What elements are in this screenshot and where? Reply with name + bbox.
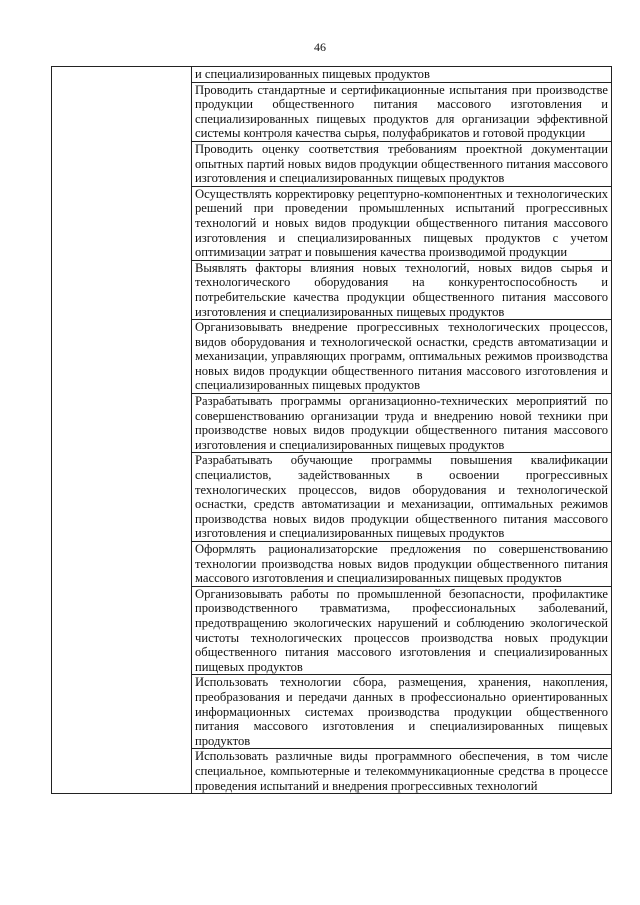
- cell-text: Осуществлять корректировку рецептурно-компонентных и технологических решений при проведении промышленных испытаний прогрессивных технологий и новых видов продукции общественного питания массового изготовления и специализированных пищевых продуктов с учетом оптимизации затрат и повышения качества производимой продукции: [195, 186, 608, 260]
- table-row: [52, 67, 612, 83]
- requirements-table: [51, 66, 612, 794]
- table-cell: [192, 186, 612, 260]
- cell-text: Проводить стандартные и сертификационные испытания при производстве продукции общественного питания массового изготовления и специализированных пищевых продуктов для организации эффективной системы контроля качества сырья, полуфабрикатов и готовой продукции: [195, 82, 608, 141]
- cell-text: Использовать технологии сбора, размещения, хранения, накопления, преобразования и передачи данных в профессионально ориентированных информационных системах производства продукции общественного питания массового изготовления и специализированных пищевых продуктов: [195, 675, 608, 748]
- table-cell: [192, 141, 612, 186]
- cell-text: Разрабатывать обучающие программы повышения квалификации специалистов, задействованных в освоении прогрессивных технологических процессов, видов оборудования и технологической оснастки, средств автоматизации и механизации, оптимальных режимов производства новых видов продукции общественного питания массового изготовления и специализированных пищевых продуктов: [195, 453, 608, 541]
- cell-text: Проводить оценку соответствия требованиям проектной документации опытных партий новых видов продукции общественного питания массового изготовления и специализированных пищевых продуктов: [195, 141, 608, 186]
- table-cell: [192, 320, 612, 394]
- table-cell: [192, 675, 612, 749]
- cell-text: Использовать различные виды программного обеспечения, в том числе специальное, компьютерные и телекоммуникационные средства в процессе проведения испытаний и внедрения прогрессивных технологий: [195, 749, 608, 793]
- table-cell: [192, 67, 612, 83]
- page-number: 46: [314, 40, 326, 54]
- cell-text: Оформлять рационализаторские предложения по совершенствованию технологии производства новых видов продукции общественного питания массового изготовления и специализированных пищевых продуктов: [195, 542, 608, 586]
- cell-text: Выявлять факторы влияния новых технологий, новых видов сырья и технологического оборудования на конкурентоспособность и потребительские качества продукции общественного питания массового изготовления и специализированных пищевых продуктов: [195, 260, 608, 319]
- cell-text: Организовывать внедрение прогрессивных технологических процессов, видов оборудования и технологической оснастки, средств автоматизации и механизации, управляющих программ, оптимальных режимов производства новых видов продукции общественного питания массового изготовления и специализированных пищевых продуктов: [195, 320, 608, 393]
- table-cell: [192, 260, 612, 319]
- cell-text: Разрабатывать программы организационно-технических мероприятий по совершенствованию организации труда и внедрению новой техники при производстве новых видов продукции общественного питания массового изготовления и специализированных пищевых продуктов: [195, 394, 608, 452]
- cell-text: Организовывать работы по промышленной безопасности, профилактике производственного травматизма, профессиональных заболеваний, предотвращению экологических нарушений и соблюдению экологической чистоты технологических процессов производства новых продукции общественного питания массового изготовления и специализированных пищевых продуктов: [195, 586, 608, 674]
- table-cell: [192, 542, 612, 587]
- table-cell: [192, 453, 612, 542]
- table-cell: [192, 586, 612, 675]
- table-cell: [192, 749, 612, 794]
- table-cell: [192, 394, 612, 453]
- cell-text: и специализированных пищевых продуктов: [195, 67, 430, 81]
- table-cell: [192, 82, 612, 141]
- left-column-cell: [52, 67, 192, 794]
